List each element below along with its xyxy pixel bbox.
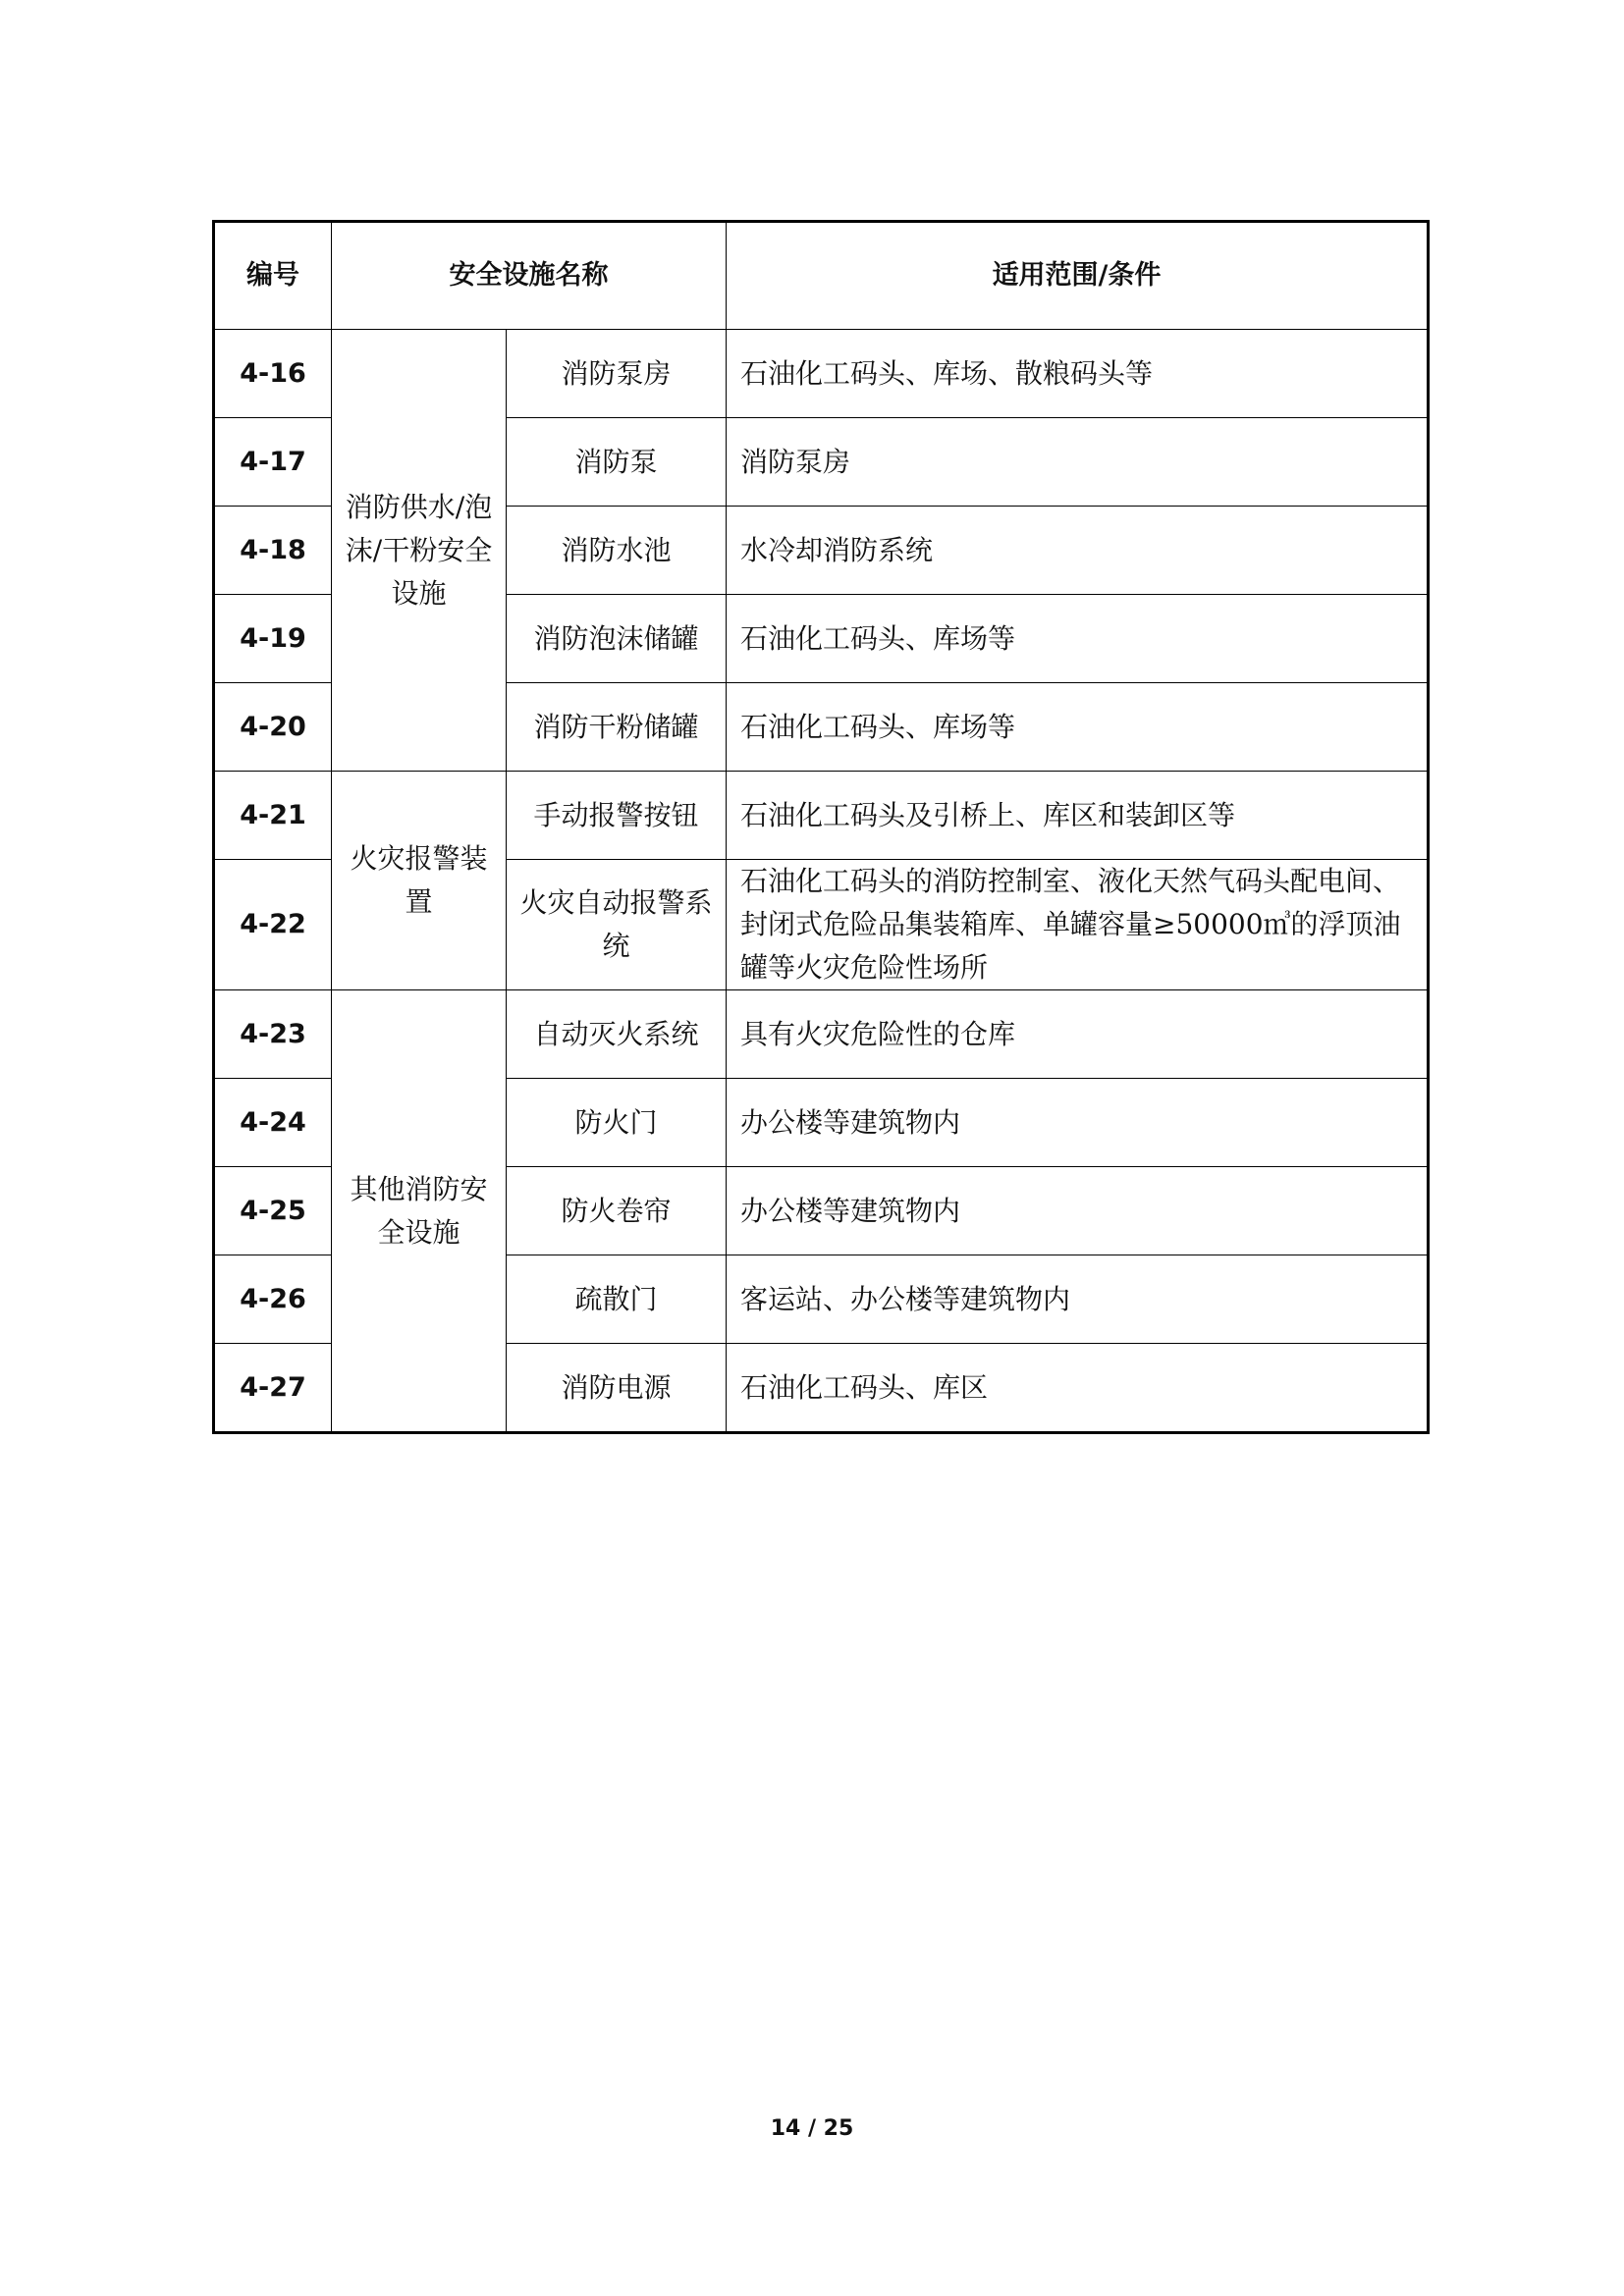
group-other-fire-safety: 其他消防安全设施 [332, 990, 507, 1433]
facility-scope: 石油化工码头、库场、散粮码头等 [727, 330, 1429, 418]
facility-name: 消防干粉储罐 [507, 683, 727, 772]
facility-name: 手动报警按钮 [507, 772, 727, 860]
facility-name: 消防泵 [507, 418, 727, 507]
group-fire-alarm: 火灾报警装置 [332, 772, 507, 990]
table-row [214, 990, 1429, 1079]
facility-name: 消防泵房 [507, 330, 727, 418]
row-number: 4-18 [214, 507, 332, 595]
facility-name: 防火门 [507, 1079, 727, 1167]
safety-facilities-table [212, 220, 1430, 1434]
facility-name: 消防泡沫储罐 [507, 595, 727, 683]
facility-scope: 水冷却消防系统 [727, 507, 1429, 595]
page-number: 14 / 25 [770, 2116, 854, 2141]
row-number: 4-22 [214, 860, 332, 990]
facility-scope: 办公楼等建筑物内 [727, 1167, 1429, 1255]
row-number: 4-25 [214, 1167, 332, 1255]
row-number: 4-19 [214, 595, 332, 683]
facility-scope: 石油化工码头、库场等 [727, 683, 1429, 772]
facility-name: 消防电源 [507, 1344, 727, 1433]
table-row [214, 772, 1429, 860]
header-scope: 适用范围/条件 [727, 222, 1429, 330]
facility-scope: 石油化工码头及引桥上、库区和装卸区等 [727, 772, 1429, 860]
facility-name: 消防水池 [507, 507, 727, 595]
facility-scope: 办公楼等建筑物内 [727, 1079, 1429, 1167]
group-water-foam-powder: 消防供水/泡沫/干粉安全设施 [332, 330, 507, 772]
facility-scope: 石油化工码头的消防控制室、液化天然气码头配电间、封闭式危险品集装箱库、单罐容量≥50000㎥的浮顶油罐等火灾危险性场所 [727, 860, 1429, 990]
row-number: 4-23 [214, 990, 332, 1079]
row-number: 4-26 [214, 1255, 332, 1344]
header-facility-name: 安全设施名称 [332, 222, 727, 330]
facility-name: 火灾自动报警系统 [507, 860, 727, 990]
row-number: 4-20 [214, 683, 332, 772]
facility-scope: 客运站、办公楼等建筑物内 [727, 1255, 1429, 1344]
row-number: 4-17 [214, 418, 332, 507]
facility-name: 疏散门 [507, 1255, 727, 1344]
row-number: 4-24 [214, 1079, 332, 1167]
facility-scope: 石油化工码头、库场等 [727, 595, 1429, 683]
facility-scope: 石油化工码头、库区 [727, 1344, 1429, 1433]
facility-scope: 具有火灾危险性的仓库 [727, 990, 1429, 1079]
facility-name: 自动灭火系统 [507, 990, 727, 1079]
row-number: 4-16 [214, 330, 332, 418]
facility-name: 防火卷帘 [507, 1167, 727, 1255]
table-header-row [214, 222, 1429, 330]
facility-scope: 消防泵房 [727, 418, 1429, 507]
row-number: 4-21 [214, 772, 332, 860]
header-number: 编号 [214, 222, 332, 330]
table-row [214, 330, 1429, 418]
row-number: 4-27 [214, 1344, 332, 1433]
